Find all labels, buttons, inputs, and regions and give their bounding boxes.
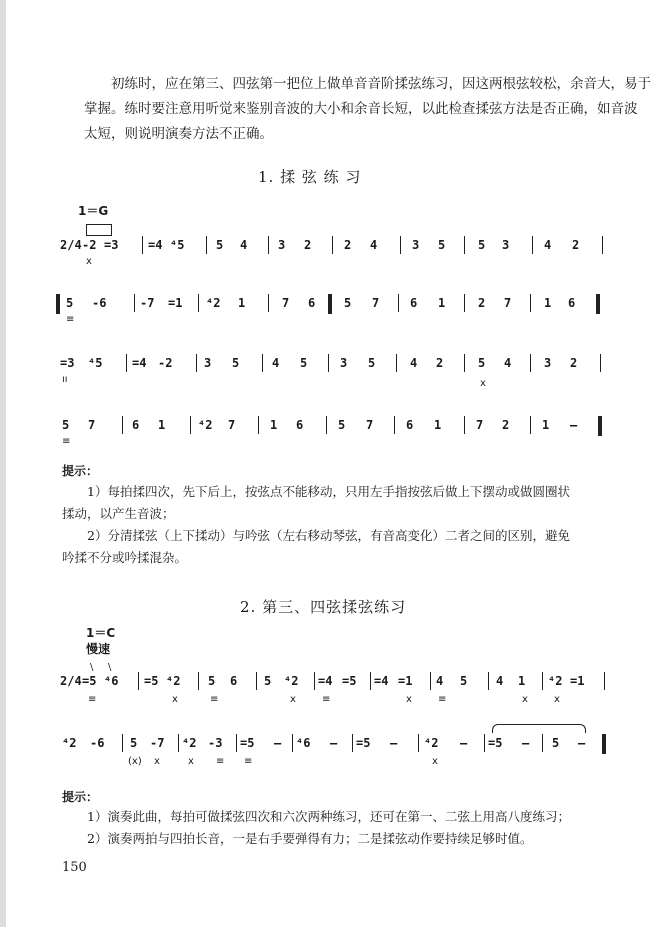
note: 6 <box>296 418 304 432</box>
note: =4 <box>148 238 163 252</box>
barline <box>464 294 465 312</box>
note: – <box>570 418 578 432</box>
barline <box>542 672 543 690</box>
note: =4 <box>132 356 147 370</box>
barline <box>134 294 135 312</box>
technique-mark: ıı <box>62 374 68 385</box>
barline <box>464 354 465 372</box>
technique-mark: ≡ <box>62 436 71 447</box>
note: 4 <box>272 356 280 370</box>
note: =5 <box>488 736 503 750</box>
barline <box>328 354 329 372</box>
section1-score <box>60 224 620 464</box>
note: – <box>390 736 398 750</box>
note: ⁴6 <box>296 736 311 750</box>
note: =5 <box>342 674 357 688</box>
note: 1 <box>238 296 246 310</box>
barline <box>326 416 327 434</box>
hint1-line: 1）每拍揉四次，先下后上，按弦点不能移动，只用左手指按弦后做上下摆动或做圆圈状 <box>87 484 570 499</box>
note: =4 <box>318 674 333 688</box>
technique-mark: x <box>154 756 160 767</box>
note: 5 <box>552 736 560 750</box>
note: 7 <box>366 418 374 432</box>
note: 5 <box>438 238 446 252</box>
hint1-line: 吟揉不分或吟揉混杂。 <box>62 550 188 565</box>
barline <box>268 236 269 254</box>
barline <box>122 416 123 434</box>
note: ⁴5 <box>170 238 185 252</box>
tie-slur <box>492 724 586 733</box>
hint1-text <box>62 481 634 569</box>
note: 4 <box>240 238 248 252</box>
barline <box>268 294 269 312</box>
bowing-mark: \ <box>90 662 94 673</box>
note: – <box>460 736 468 750</box>
barline <box>394 416 395 434</box>
note: -7 <box>150 736 165 750</box>
note: – <box>330 736 338 750</box>
note: 4 <box>436 674 444 688</box>
barline <box>256 672 257 690</box>
note: =5 <box>356 736 371 750</box>
note: 2 <box>304 238 312 252</box>
note: 3 <box>502 238 510 252</box>
barline <box>464 236 465 254</box>
final-barline <box>598 416 602 436</box>
note: 2 <box>570 356 578 370</box>
note: 5 <box>460 674 468 688</box>
note: ⁴2 <box>284 674 299 688</box>
barline <box>198 294 199 312</box>
note: 1 <box>438 296 446 310</box>
barline <box>398 294 399 312</box>
note: 7 <box>372 296 380 310</box>
section1-title: 1. 揉 弦 练 习 <box>258 168 362 186</box>
note: 7 <box>504 296 512 310</box>
technique-mark: x <box>406 694 412 705</box>
technique-mark: ≡ <box>216 756 225 767</box>
note: 5 <box>344 296 352 310</box>
final-barline <box>602 734 606 754</box>
technique-mark: ≡ <box>88 694 97 705</box>
section1-key: 1＝G <box>78 204 109 218</box>
barline <box>604 672 605 690</box>
note: 5 <box>208 674 216 688</box>
note: 3 <box>278 238 286 252</box>
barline <box>418 734 419 752</box>
note: -3 <box>208 736 223 750</box>
technique-mark: x <box>188 756 194 767</box>
time-signature: 2/4 <box>60 674 82 688</box>
page-edge-shadow <box>0 0 6 927</box>
technique-mark: ≡ <box>66 314 75 325</box>
note: 5 <box>232 356 240 370</box>
note: ⁴2 <box>182 736 197 750</box>
note: =3 <box>104 238 119 252</box>
note: 5 <box>300 356 308 370</box>
intro-line: 掌握。练时要注意用听觉来鉴别音波的大小和余音长短，以此检查揉弦方法是否正确，如音波 <box>84 101 638 117</box>
barline <box>542 734 543 752</box>
bowing-bracket <box>86 224 112 236</box>
note: =4 <box>374 674 389 688</box>
technique-mark: x <box>86 256 92 267</box>
note: 6 <box>132 418 140 432</box>
note: 4 <box>410 356 418 370</box>
note: 5 <box>478 238 486 252</box>
note: ⁴2 <box>62 736 77 750</box>
note: – <box>274 736 282 750</box>
section2-title: 2. 第三、四弦揉弦练习 <box>240 598 407 616</box>
note: 2 <box>572 238 580 252</box>
note: 5 <box>130 736 138 750</box>
section2-score <box>60 662 620 782</box>
barline <box>138 672 139 690</box>
barline <box>198 672 199 690</box>
note: 4 <box>370 238 378 252</box>
note: 5 <box>264 674 272 688</box>
note: -6 <box>92 296 107 310</box>
technique-mark: ≡ <box>322 694 331 705</box>
note: -6 <box>90 736 105 750</box>
barline <box>314 672 315 690</box>
note: -7 <box>140 296 155 310</box>
hint1-line: 2）分清揉弦（上下揉动）与吟弦（左右移动琴弦，有音高变化）二者之间的区别，避免 <box>87 528 570 543</box>
hint2-text <box>62 806 634 850</box>
technique-mark: ≡ <box>438 694 447 705</box>
note: 2 <box>436 356 444 370</box>
note: ⁴2 <box>548 674 563 688</box>
note: 5 <box>478 356 486 370</box>
barline <box>352 734 353 752</box>
barline <box>142 236 143 254</box>
note: 3 <box>204 356 212 370</box>
barline <box>396 354 397 372</box>
note: 4 <box>504 356 512 370</box>
intro-line: 太短，则说明演奏方法不正确。 <box>84 126 273 142</box>
note: =5 <box>82 674 97 688</box>
barline <box>464 416 465 434</box>
note: 2 <box>502 418 510 432</box>
note: -2 <box>158 356 173 370</box>
note: 6 <box>406 418 414 432</box>
page-number: 150 <box>62 860 87 875</box>
note: 3 <box>340 356 348 370</box>
bowing-mark: \ <box>108 662 112 673</box>
technique-mark: ≡ <box>210 694 219 705</box>
barline <box>602 236 603 254</box>
repeat-barline <box>56 294 60 314</box>
technique-mark: x <box>554 694 560 705</box>
repeat-barline <box>596 294 600 314</box>
technique-mark: ≡ <box>244 756 253 767</box>
note: =5 <box>240 736 255 750</box>
note: ⁴2 <box>424 736 439 750</box>
time-signature: 2/4 <box>60 238 82 252</box>
barline <box>484 734 485 752</box>
note: =1 <box>398 674 413 688</box>
technique-mark: x <box>522 694 528 705</box>
note: =1 <box>570 674 585 688</box>
note: 1 <box>518 674 526 688</box>
section2-tempo: 慢速 <box>86 642 111 656</box>
barline <box>206 236 207 254</box>
barline <box>600 354 601 372</box>
barline <box>122 734 123 752</box>
barline <box>430 672 431 690</box>
note: 1 <box>544 296 552 310</box>
note: 5 <box>338 418 346 432</box>
note: 5 <box>66 296 74 310</box>
technique-mark: x <box>172 694 178 705</box>
note: 6 <box>308 296 316 310</box>
note: – <box>578 736 586 750</box>
note: 6 <box>230 674 238 688</box>
barline <box>178 734 179 752</box>
hint2-label: 提示： <box>62 790 99 804</box>
barline <box>532 236 533 254</box>
hint1-line: 揉动，以产生音波； <box>62 506 175 521</box>
barline <box>488 672 489 690</box>
note: 3 <box>544 356 552 370</box>
note: 4 <box>496 674 504 688</box>
barline <box>262 354 263 372</box>
note: 6 <box>410 296 418 310</box>
barline <box>530 294 531 312</box>
note: 5 <box>216 238 224 252</box>
barline <box>530 416 531 434</box>
hint2-line: 2）演奏两拍与四拍长音，一是右手要弹得有力；二是揉弦动作要持续足够时值。 <box>87 831 533 846</box>
technique-mark: (x) <box>128 756 142 767</box>
note: 7 <box>476 418 484 432</box>
note: 7 <box>282 296 290 310</box>
note: 5 <box>62 418 70 432</box>
barline <box>236 734 237 752</box>
barline <box>190 416 191 434</box>
barline <box>292 734 293 752</box>
note: 4 <box>544 238 552 252</box>
barline <box>400 236 401 254</box>
barline <box>196 354 197 372</box>
section2-key: 1＝C <box>86 626 116 640</box>
note: =5 <box>144 674 159 688</box>
note: ⁴2 <box>198 418 213 432</box>
note: 7 <box>88 418 96 432</box>
hint1-label: 提示： <box>62 464 99 478</box>
barline <box>332 236 333 254</box>
intro-paragraph <box>84 72 651 147</box>
note: 1 <box>542 418 550 432</box>
barline <box>258 416 259 434</box>
note: =1 <box>168 296 183 310</box>
note: ⁴2 <box>166 674 181 688</box>
note: – <box>522 736 530 750</box>
note: 2 <box>344 238 352 252</box>
barline <box>370 672 371 690</box>
note: 2 <box>478 296 486 310</box>
note: ⁴6 <box>104 674 119 688</box>
technique-mark: x <box>480 378 486 389</box>
note: =3 <box>60 356 75 370</box>
intro-line: 初练时，应在第三、四弦第一把位上做单音音阶揉弦练习，因这两根弦较松，余音大，易于 <box>111 76 651 92</box>
technique-mark: x <box>290 694 296 705</box>
note: ⁴5 <box>88 356 103 370</box>
note: 3 <box>412 238 420 252</box>
note: 5 <box>368 356 376 370</box>
hint2-line: 1）演奏此曲，每拍可做揉弦四次和六次两种练习，还可在第一、二弦上用高八度练习； <box>87 809 570 824</box>
barline <box>530 354 531 372</box>
note: 6 <box>568 296 576 310</box>
note: -2 <box>82 238 97 252</box>
note: 1 <box>270 418 278 432</box>
repeat-barline <box>328 294 332 314</box>
note: 1 <box>158 418 166 432</box>
note: 7 <box>228 418 236 432</box>
note: 1 <box>434 418 442 432</box>
technique-mark: x <box>432 756 438 767</box>
note: ⁴2 <box>206 296 221 310</box>
barline <box>126 354 127 372</box>
